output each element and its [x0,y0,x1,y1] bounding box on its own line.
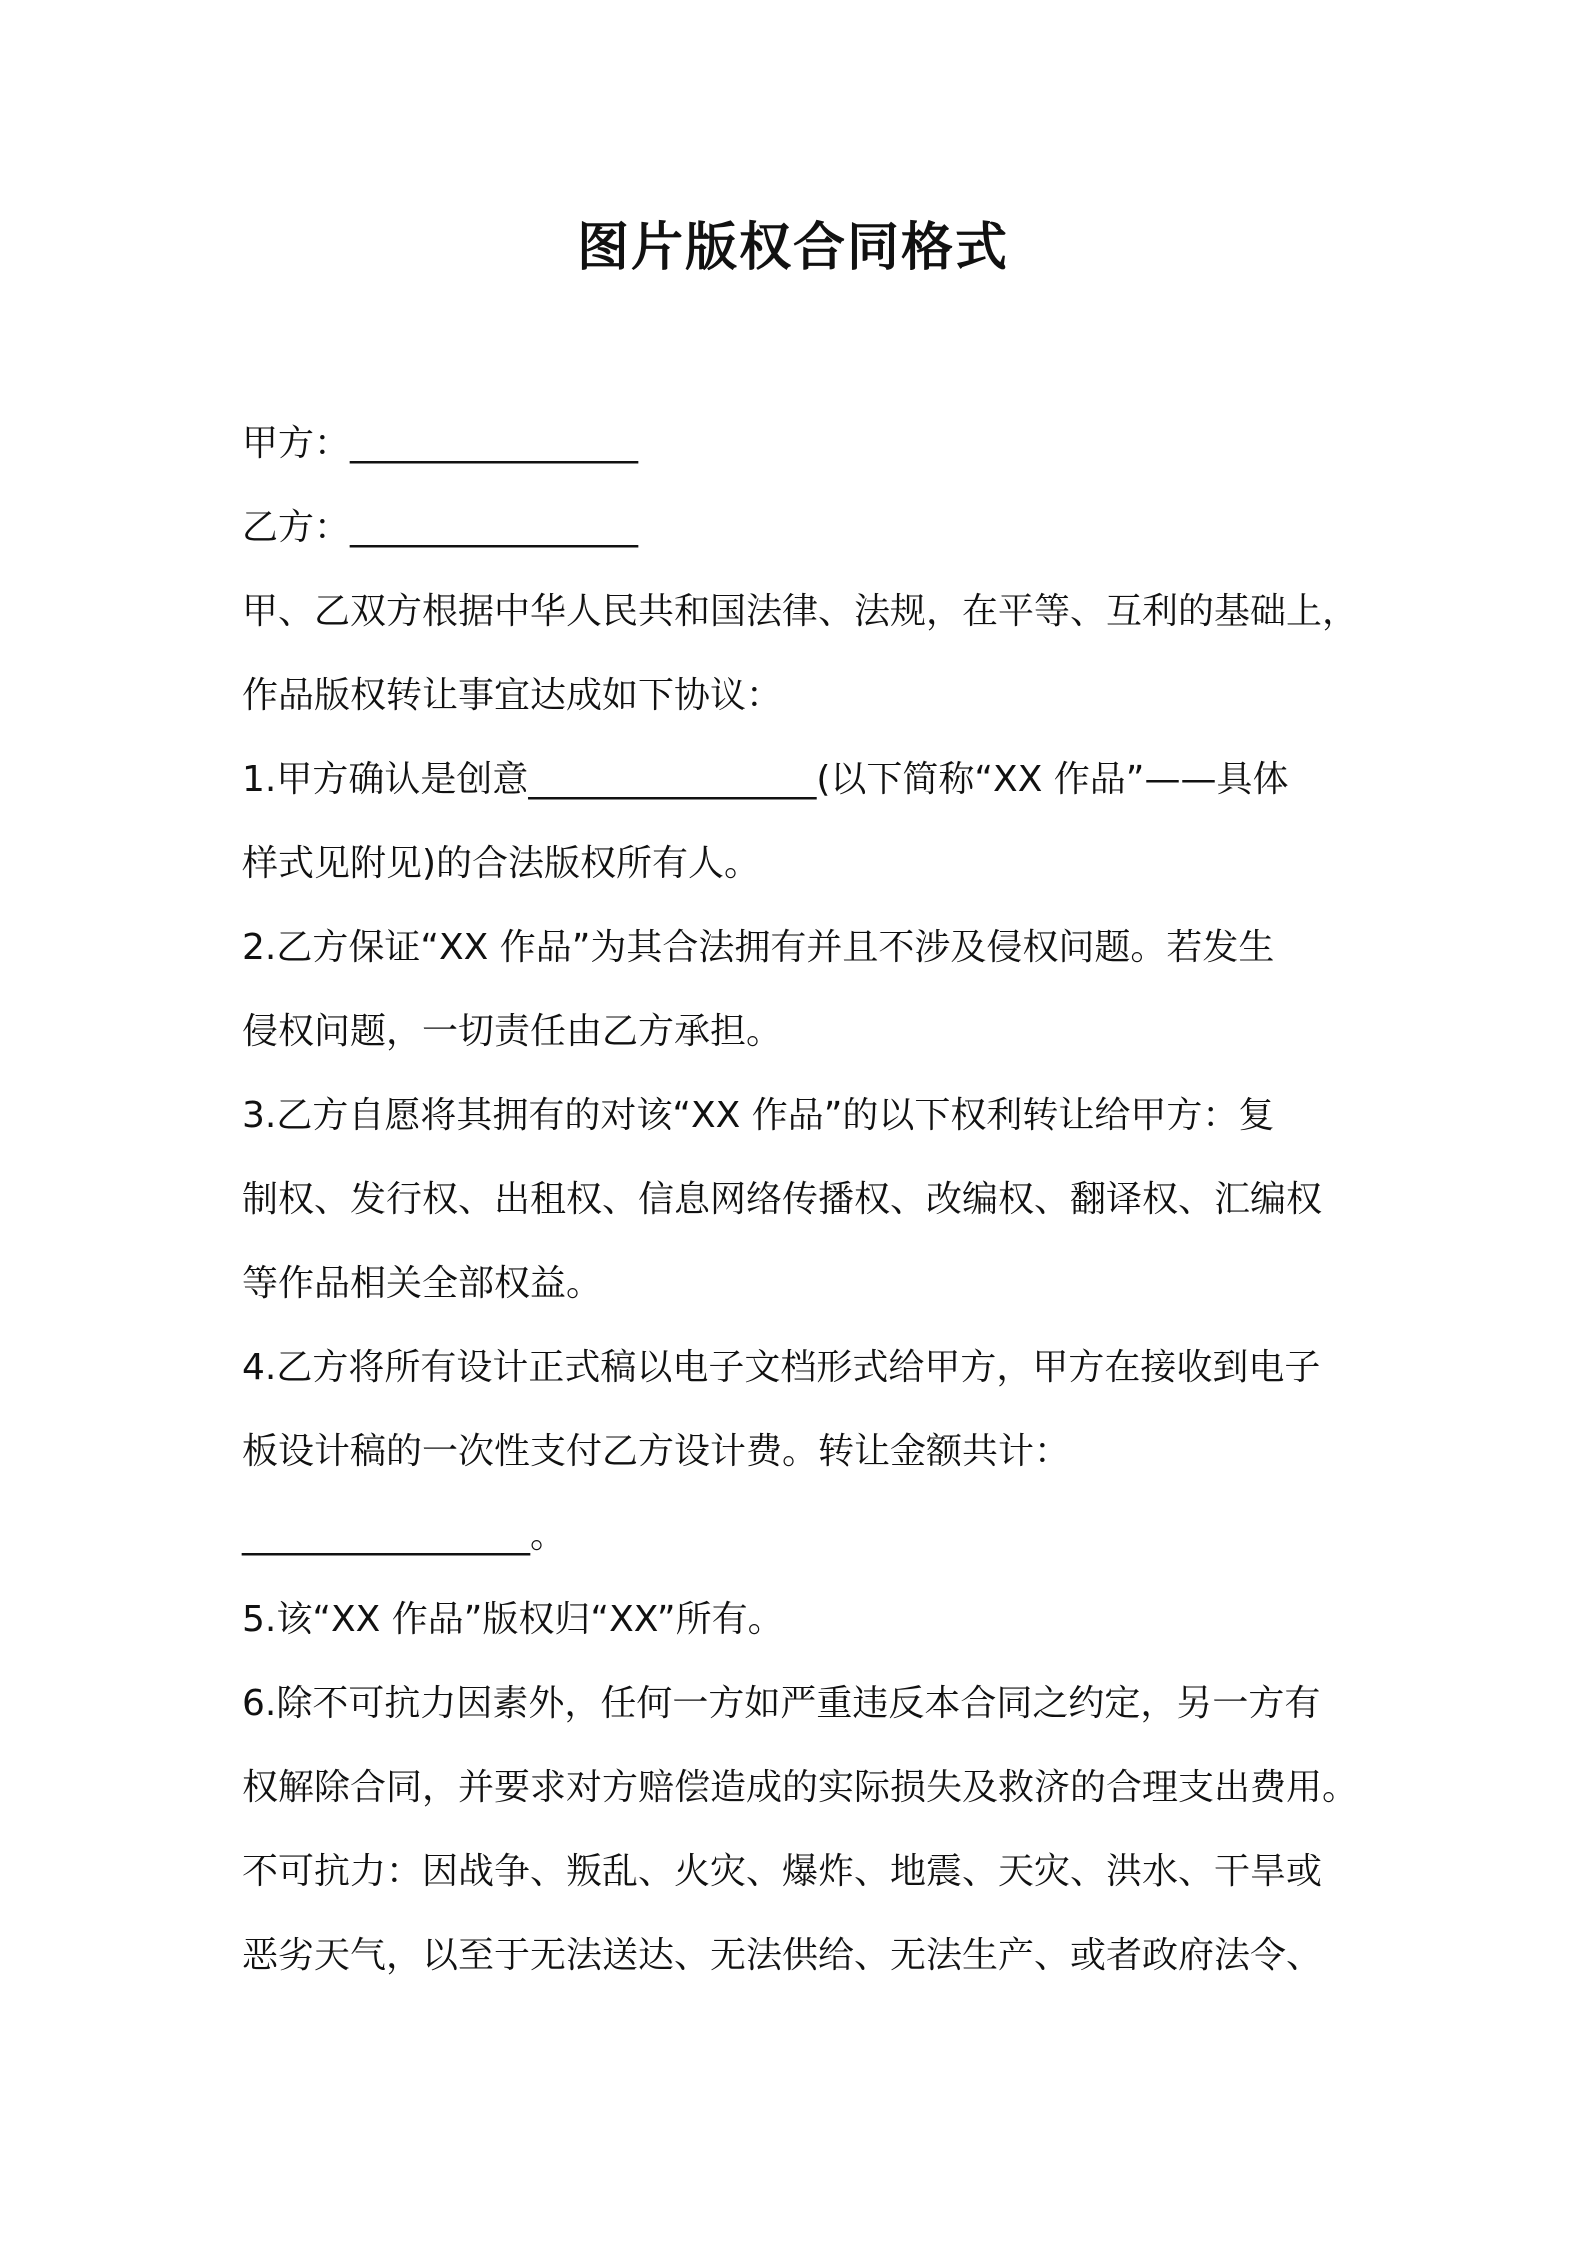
clause-3-line: 制权、发行权、出租权、信息网络传播权、改编权、翻译权、汇编权 [242,1179,1323,1220]
clause-3-line: 等作品相关全部权益。 [242,1263,603,1304]
force-majeure-line: 恶劣天气，以至于无法送达、无法供给、无法生产、或者政府法令、 [242,1935,1323,1976]
party-b-line: 乙方：________________ [242,507,639,548]
force-majeure-line: 不可抗力：因战争、叛乱、火灾、爆炸、地震、天灾、洪水、干旱或 [242,1851,1323,1892]
document-title: 图片版权合同格式 [576,218,1009,278]
clause-2-line: 2.乙方保证“XX 作品”为其合法拥有并且不涉及侵权问题。若发生 [242,927,1275,968]
clause-3-line: 3.乙方自愿将其拥有的对该“XX 作品”的以下权利转让给甲方：复 [242,1095,1275,1136]
clause-4-line: 板设计稿的一次性支付乙方设计费。转让金额共计： [242,1431,1071,1472]
clause-6-line: 权解除合同，并要求对方赔偿造成的实际损失及救济的合理支出费用。 [242,1767,1359,1808]
clause-6-line: 6.除不可抗力因素外，任何一方如严重违反本合同之约定，另一方有 [242,1683,1321,1724]
clause-1-line: 样式见附见)的合法版权所有人。 [242,843,761,884]
clause-4-line: ________________。 [242,1515,566,1556]
party-a-line: 甲方：________________ [242,423,639,464]
clause-1-line: 1.甲方确认是创意________________(以下简称“XX 作品”——具体 [242,759,1289,800]
clause-2-line: 侵权问题，一切责任由乙方承担。 [242,1011,783,1052]
document-body [242,402,1372,1998]
clause-5-line: 5.该“XX 作品”版权归“XX”所有。 [242,1599,784,1640]
preamble-line: 甲、乙双方根据中华人民共和国法律、法规，在平等、互利的基础上， [242,591,1359,632]
clause-4-line: 4.乙方将所有设计正式稿以电子文档形式给甲方，甲方在接收到电子 [242,1347,1321,1388]
preamble-line: 作品版权转让事宜达成如下协议： [242,675,783,716]
